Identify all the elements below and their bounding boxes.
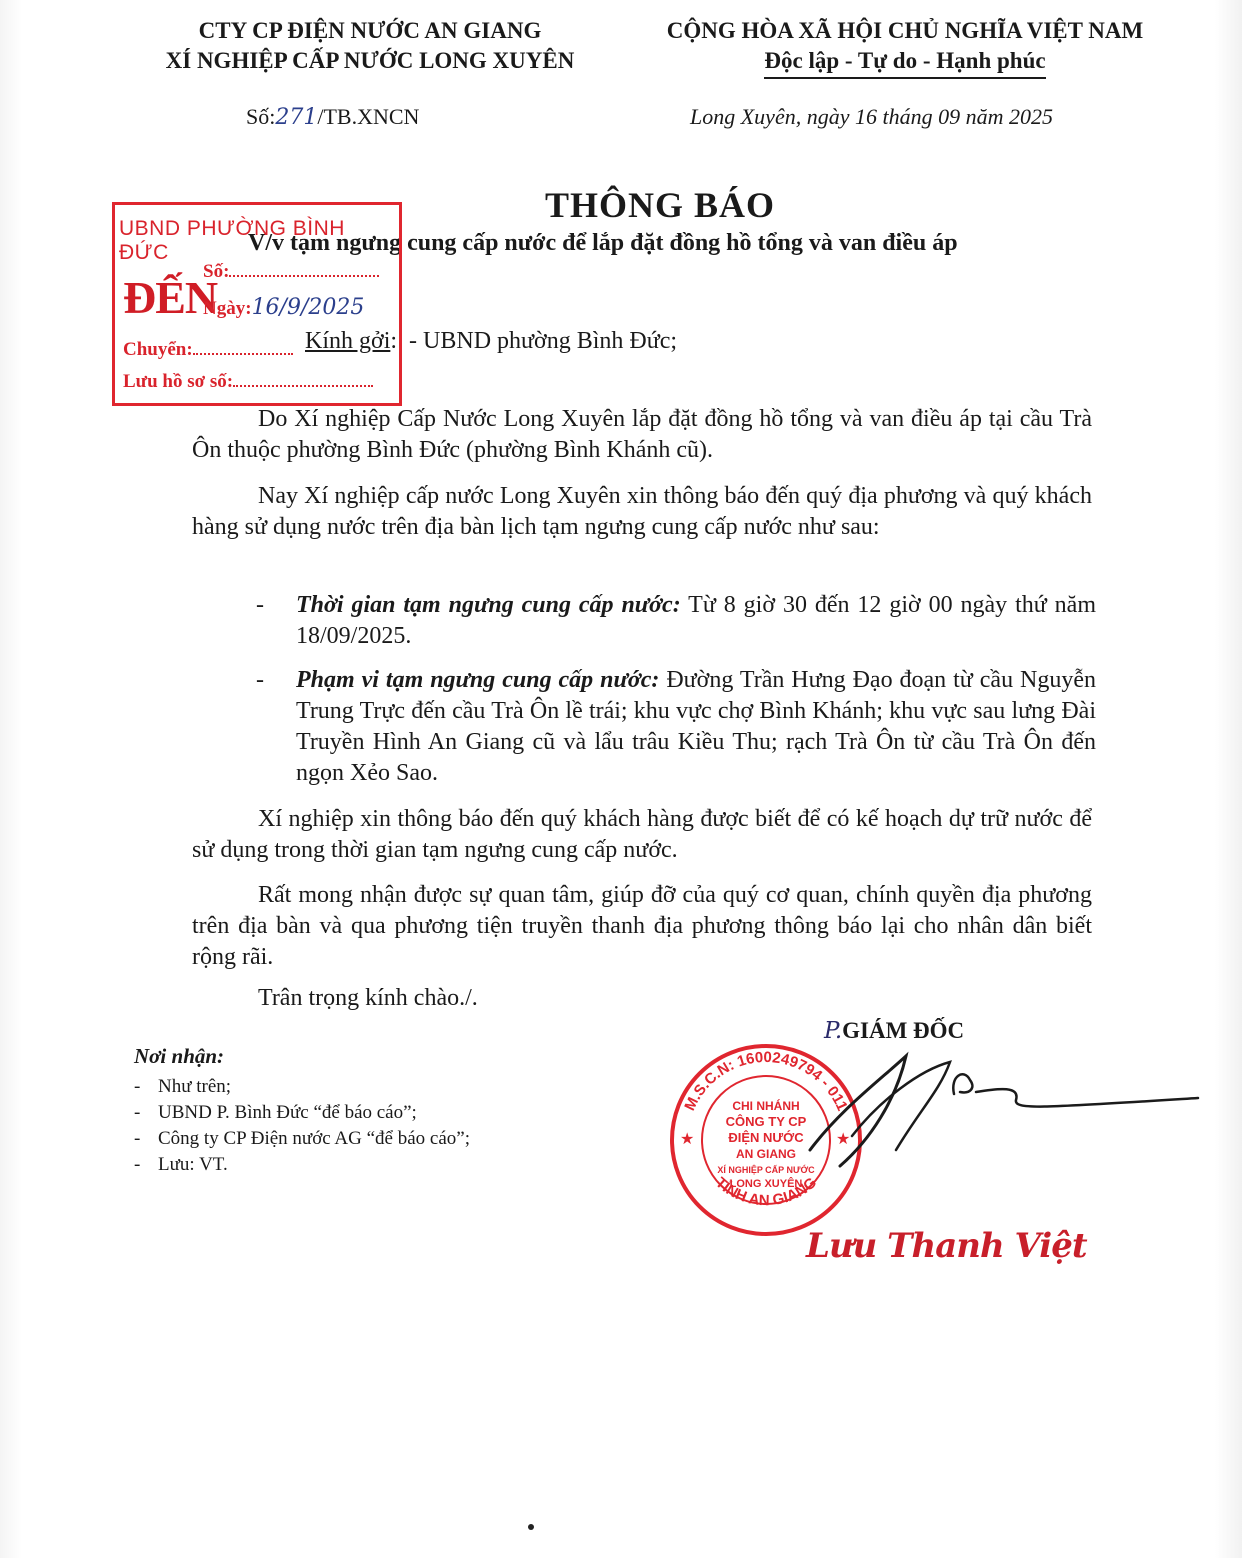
recipients-list	[134, 1074, 470, 1178]
bullet-time-text: Từ 8 giờ 30 đến 12 giờ 00 ngày thứ năm 18/09/2025.	[296, 592, 1096, 649]
document-title: THÔNG BÁO	[544, 185, 776, 225]
bullet-scope-label: Phạm vi tạm ngưng cung cấp nước:	[296, 667, 660, 693]
seal-line: LONG XUYÊN	[729, 1178, 803, 1190]
doc-number-label: Số:	[246, 104, 276, 129]
stamp-ngay-row	[203, 295, 364, 320]
country-name: CỘNG HÒA XÃ HỘI CHỦ NGHĨA VIỆT NAM	[666, 18, 1144, 43]
seal-line: XÍ NGHIỆP CẤP NƯỚC	[717, 1165, 815, 1175]
stamp-den: ĐẾN	[123, 272, 218, 323]
stamp-ngay-handwritten: 16/9/2025	[251, 295, 365, 320]
recipients-title: Nơi nhận:	[134, 1044, 225, 1068]
bullet-scope-text: Đường Trần Hưng Đạo đoạn từ cầu Nguyễn Trung Trực đến cầu Trà Ôn lề trái; khu vực chợ Bình Khánh; khu vực sau lưng Đài Truyền Hình An Giang cũ và lẩu trâu Kiều Thu; rạch Trà Ôn từ cầu Trà Ôn đến ngọn Xẻo Sao.	[296, 667, 1096, 786]
stamp-so-row	[203, 261, 379, 283]
seal-line: CÔNG TY CP	[725, 1114, 807, 1129]
recipient-item: - Như trên;	[134, 1074, 470, 1100]
signer-name: Lưu Thanh Việt	[806, 1226, 1087, 1266]
recipient-item: - Công ty CP Điện nước AG “để báo cáo”;	[134, 1126, 470, 1152]
paragraph-1: Do Xí nghiệp Cấp Nước Long Xuyên lắp đặt đồng hồ tổng và van điều áp tại cầu Trà Ôn thuộc phường Bình Đức (phường Bình Khánh cũ).	[192, 406, 1092, 463]
paragraph-3: Xí nghiệp xin thông báo đến quý khách hàng được biết để có kế hoạch dự trữ nước để sử dụng trong thời gian tạm ngưng cung cấp nước.	[192, 806, 1092, 863]
stamp-luu-label: Lưu hồ sơ số:	[123, 371, 234, 392]
ink-dot	[528, 1524, 534, 1530]
stamp-chuyen-row	[123, 339, 293, 361]
bullet-dash: -	[256, 667, 264, 693]
recipient-item: - UBND P. Bình Đức “để báo cáo”;	[134, 1100, 470, 1126]
greeting-recipient: - UBND phường Bình Đức;	[409, 328, 678, 354]
seal-line: AN GIANG	[736, 1147, 796, 1161]
document-number	[246, 104, 419, 130]
stamp-org: UBND PHƯỜNG BÌNH ĐỨC	[119, 217, 345, 264]
bullet-time	[256, 590, 1096, 652]
svg-text:★: ★	[836, 1131, 851, 1148]
stamp-chuyen-label: Chuyển:	[123, 339, 193, 360]
seal-line: ĐIỆN NƯỚC	[728, 1130, 804, 1145]
seal-ring-top: M.S.C.N: 1600249794 - 011	[681, 1048, 851, 1114]
incoming-stamp	[112, 202, 402, 406]
issue-date: Long Xuyên, ngày 16 tháng 09 năm 2025	[690, 104, 1053, 129]
document-subject: V/v tạm ngưng cung cấp nước để lắp đặt đồng hồ tổng và van điều áp	[248, 230, 958, 256]
signature-position: GIÁM ĐỐC	[842, 1018, 965, 1043]
paragraph-4: Rất mong nhận được sự quan tâm, giúp đỡ của quý cơ quan, chính quyền địa phương trên địa bàn và qua phương tiện truyền thanh địa phương thông báo lại cho nhân dân biết rộng rãi.	[192, 882, 1092, 970]
paragraph-2: Nay Xí nghiệp cấp nước Long Xuyên xin thông báo đến quý địa phương và quý khách hàng sử dụng nước trên địa bàn lịch tạm ngưng cung cấp nước như sau:	[192, 483, 1092, 540]
bullet-dash: -	[256, 592, 264, 618]
handwritten-signature-icon	[800, 1040, 1200, 1180]
company-name: CTY CP ĐIỆN NƯỚC AN GIANG	[198, 18, 542, 43]
signature-prefix: P.	[824, 1018, 843, 1044]
stamp-luu-row	[123, 371, 373, 393]
unit-name: XÍ NGHIỆP CẤP NƯỚC LONG XUYÊN	[165, 48, 575, 73]
greeting-colon: :	[390, 328, 398, 354]
seal-ring-bottom: TỈNH AN GIANG	[712, 1174, 820, 1210]
closing-line: Trân trọng kính chào./.	[258, 985, 478, 1011]
doc-number-handwritten: 271	[275, 105, 318, 130]
svg-text:★: ★	[680, 1131, 695, 1148]
issuer-header	[120, 16, 620, 76]
national-header	[640, 16, 1170, 79]
doc-number-suffix: /TB.XNCN	[317, 104, 420, 129]
national-motto: Độc lập - Tự do - Hạnh phúc	[764, 46, 1045, 79]
bullet-time-label: Thời gian tạm ngưng cung cấp nước:	[296, 592, 681, 618]
bullet-scope	[256, 665, 1096, 789]
greeting-label: Kính gởi	[305, 328, 391, 354]
stamp-so-label: Số:	[203, 261, 230, 282]
recipient-item: - Lưu: VT.	[134, 1152, 470, 1178]
seal-line: CHI NHÁNH	[732, 1099, 800, 1113]
stamp-ngay-label: Ngày:	[203, 298, 252, 319]
